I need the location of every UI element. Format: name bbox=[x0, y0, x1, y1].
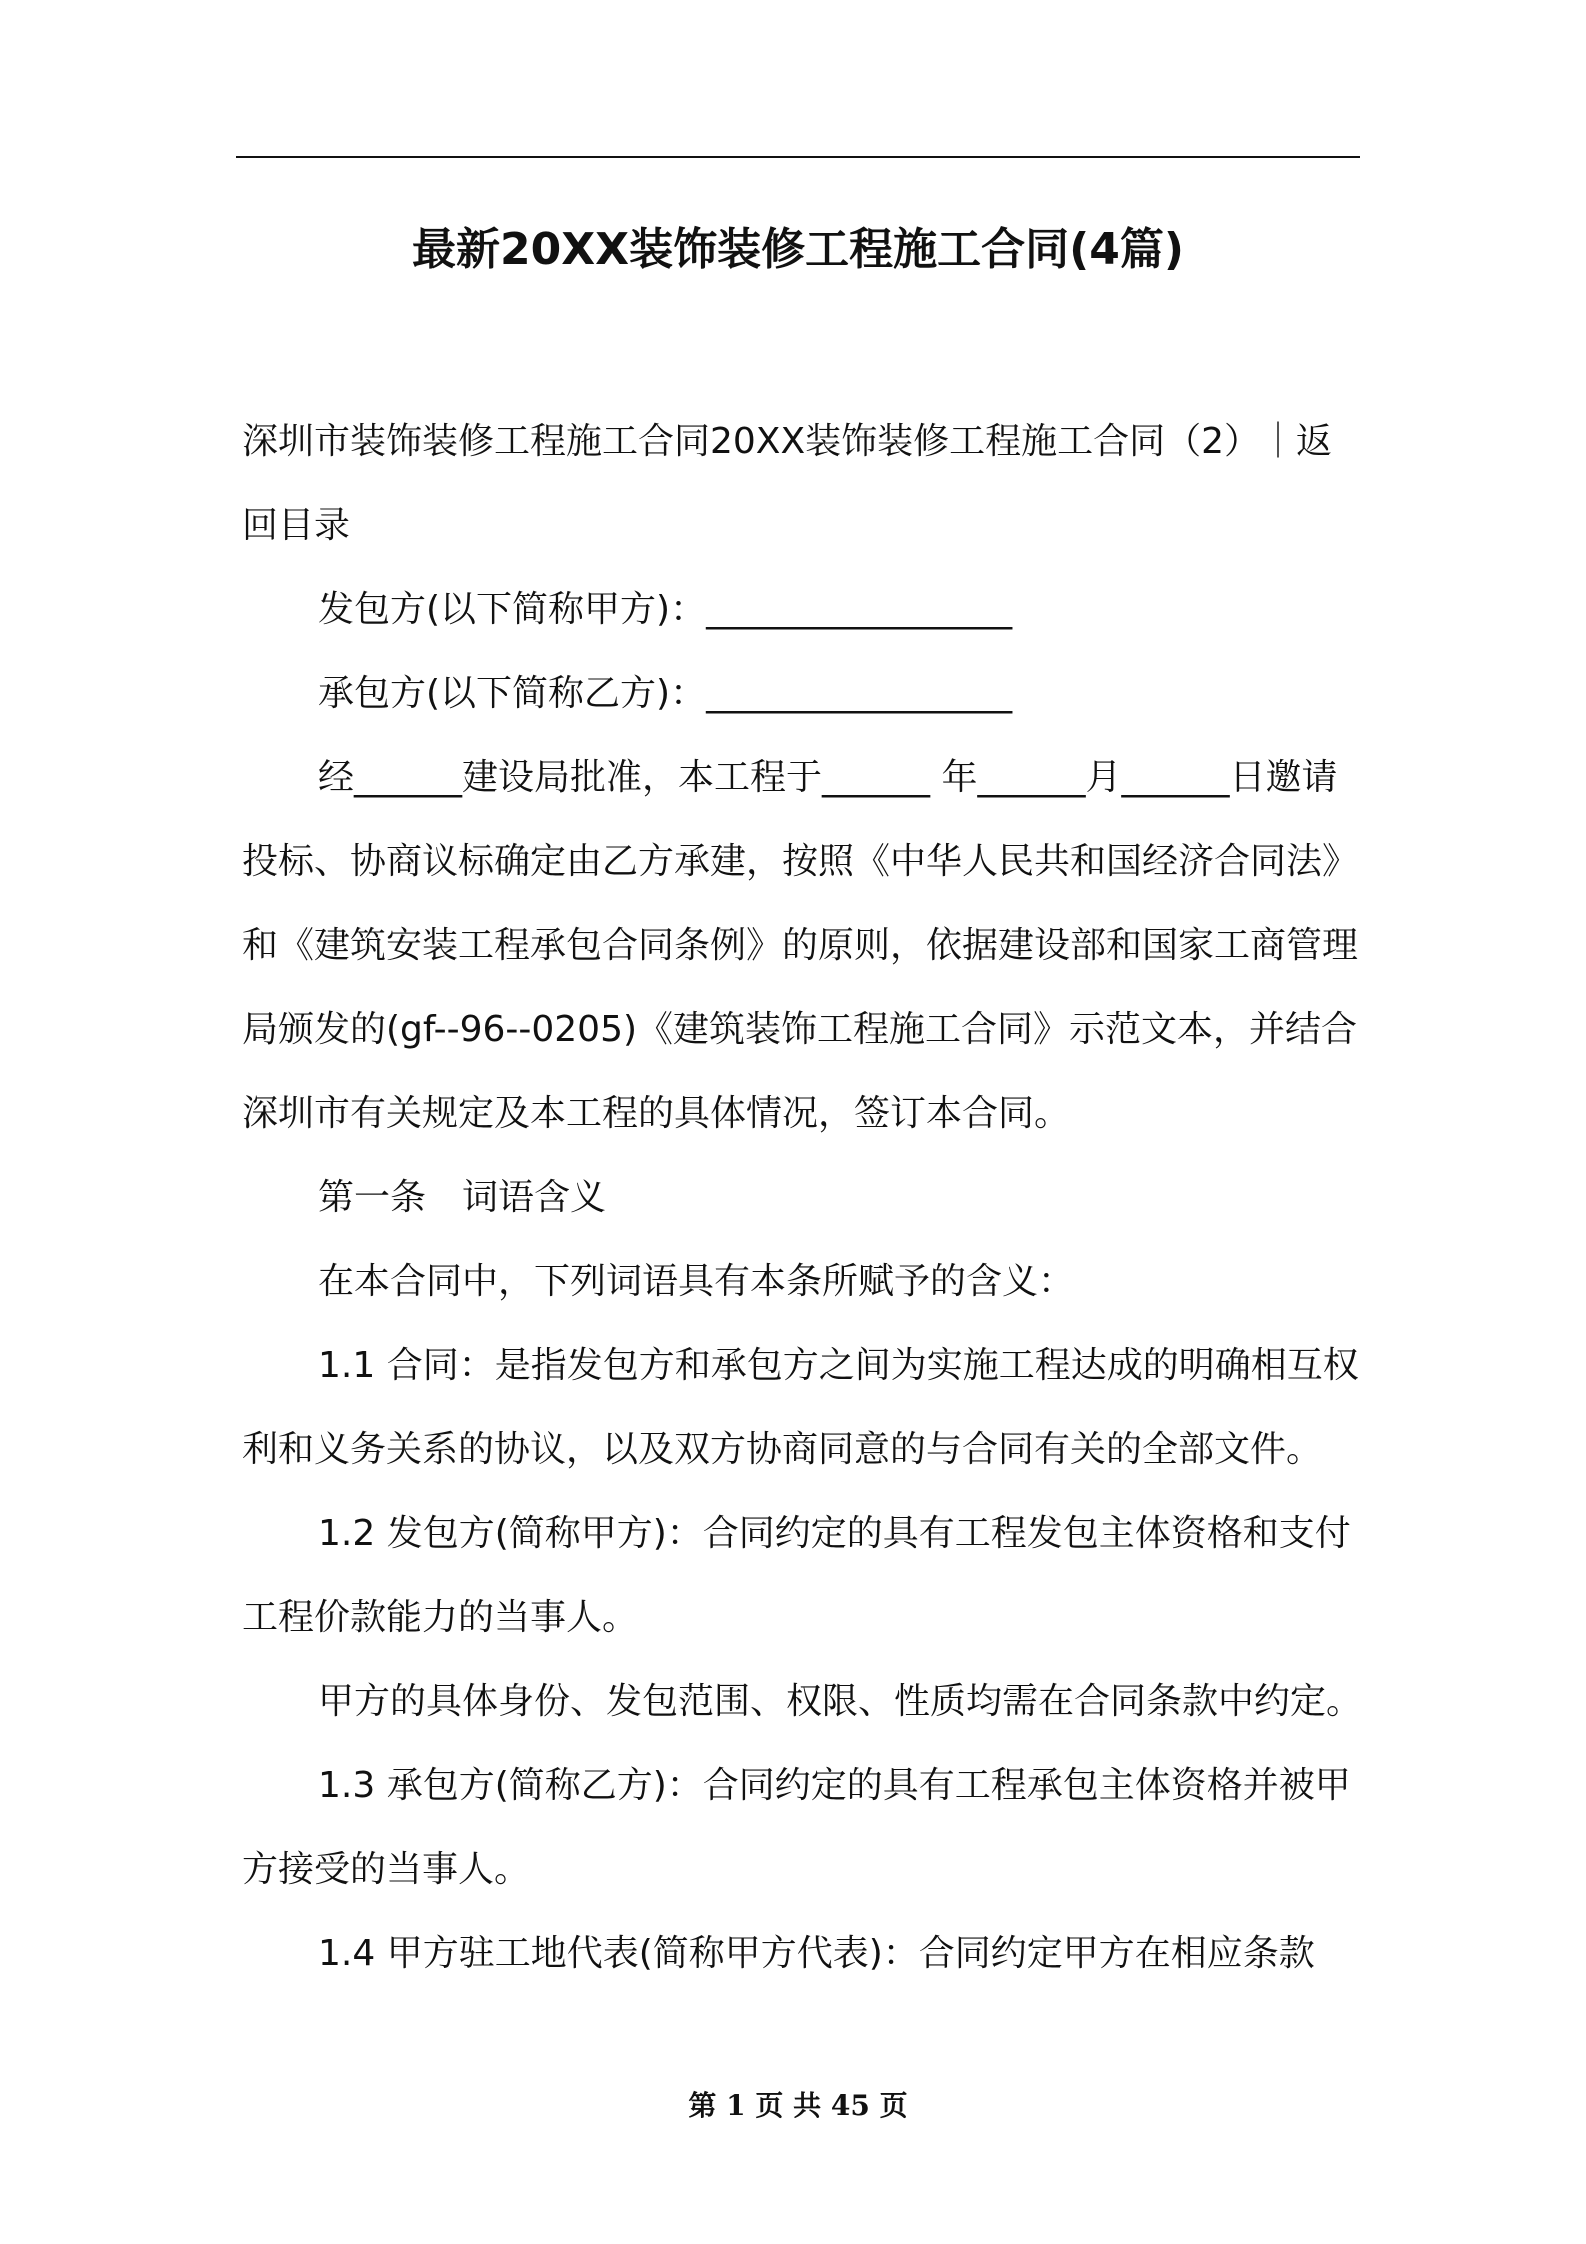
clause-1-4: 1.4 甲方驻工地代表(简称甲方代表)：合同约定甲方在相应条款 bbox=[318, 1933, 1315, 1974]
clause-1-2: 1.2 发包方(简称甲方)：合同约定的具有工程发包主体资格和支付工程价款能力的当事人。 bbox=[242, 1513, 1351, 1638]
document-title: 最新20XX装饰装修工程施工合同(4篇) bbox=[412, 224, 1184, 275]
paragraph-preamble: 经______建设局批准，本工程于______ 年______月______日邀请投标、协商议标确定由乙方承建，按照《中华人民共和国经济合同法》和《建筑安装工程承包合同条例》的原则，依据建设部和国家工商管理局颁发的(gf--96--0205)《建筑装饰工程施工合同》示范文本，并结合深圳市有关规定及本工程的具体情况，签订本合同。 bbox=[242, 757, 1359, 1134]
header-rule bbox=[236, 156, 1360, 158]
clause-1-3: 1.3 承包方(简称乙方)：合同约定的具有工程承包主体资格并被甲方接受的当事人。 bbox=[242, 1765, 1351, 1890]
paragraph-party-a: 发包方(以下简称甲方)：_________________ bbox=[318, 589, 1013, 630]
document-body bbox=[242, 400, 1362, 1996]
page-number: 第 1 页 共 45 页 bbox=[688, 2089, 908, 2122]
section-heading: 第一条 词语含义 bbox=[318, 1177, 607, 1218]
clause-1-2-note: 甲方的具体身份、发包范围、权限、性质均需在合同条款中约定。 bbox=[318, 1681, 1363, 1722]
clause-1-1: 1.1 合同：是指发包方和承包方之间为实施工程达成的明确相互权利和义务关系的协议，以及双方协商同意的与合同有关的全部文件。 bbox=[242, 1345, 1359, 1470]
paragraph-intro: 在本合同中，下列词语具有本条所赋予的含义： bbox=[318, 1261, 1075, 1302]
paragraph-party-b: 承包方(以下简称乙方)：_________________ bbox=[318, 673, 1013, 714]
paragraph-toc-line: 深圳市装饰装修工程施工合同20XX装饰装修工程施工合同（2）｜返回目录 bbox=[242, 421, 1333, 546]
